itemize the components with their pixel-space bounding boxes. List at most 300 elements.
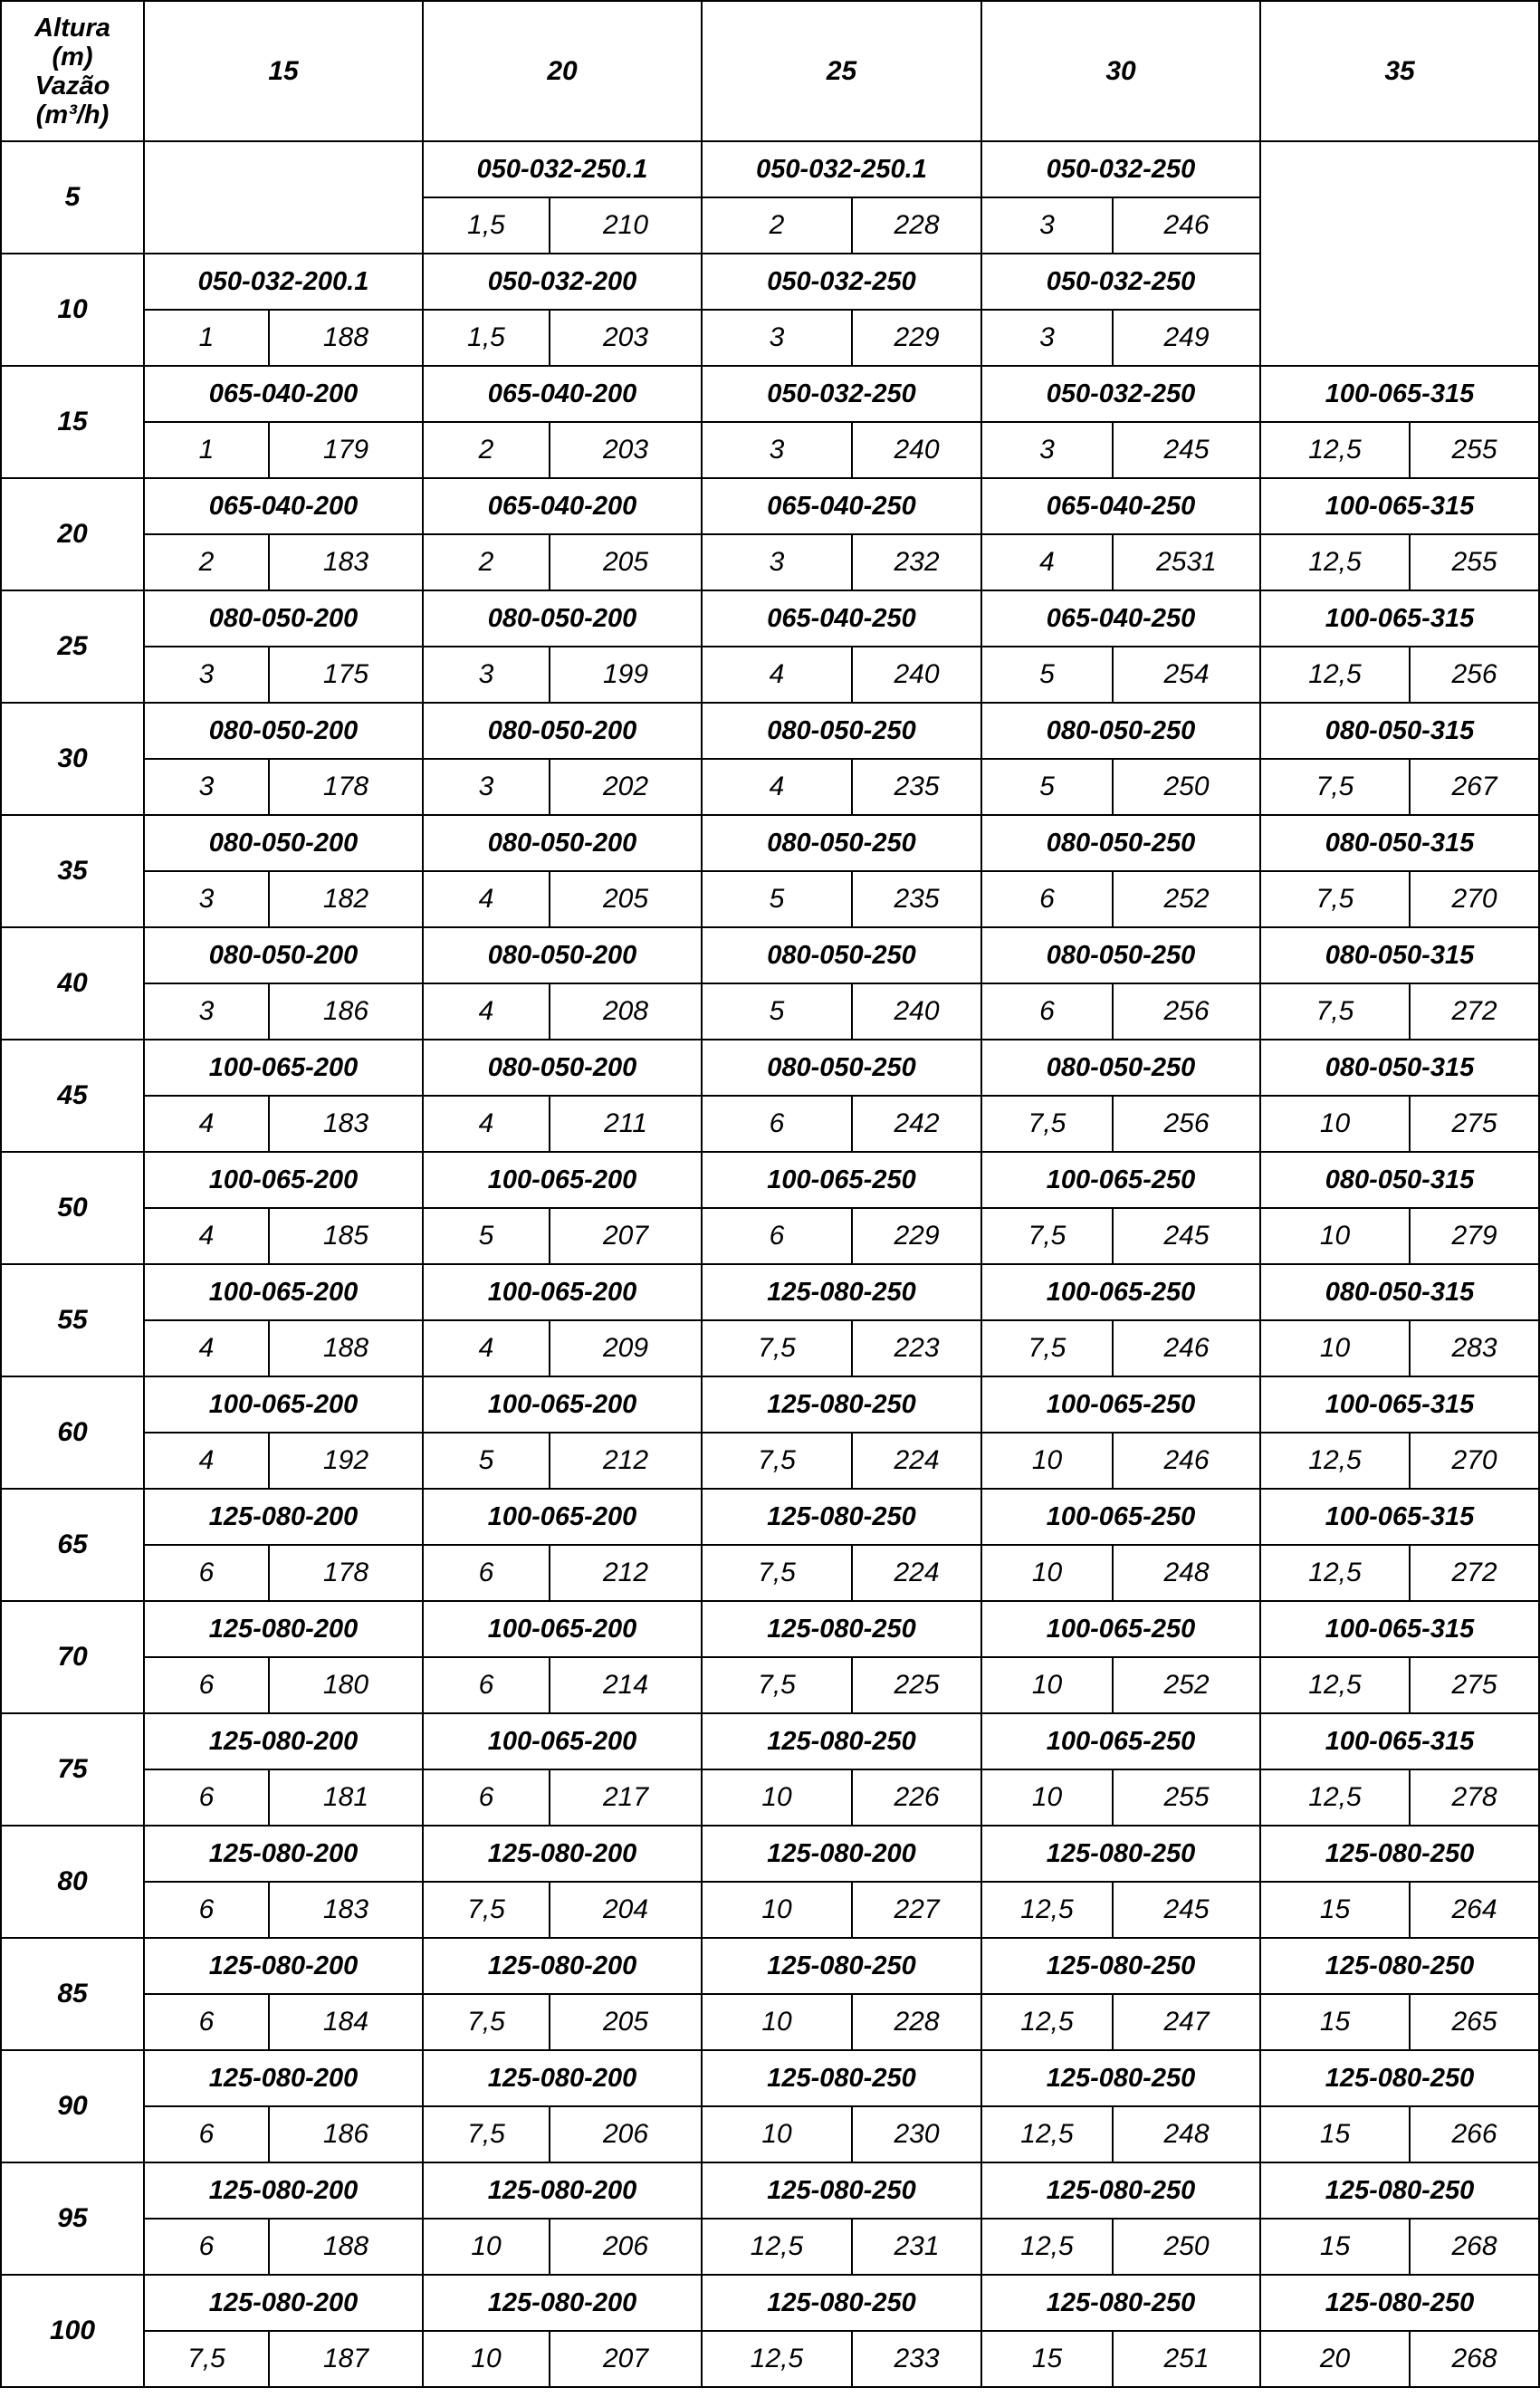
power-cell: 15: [981, 2331, 1113, 2387]
power-cell: 4: [423, 983, 550, 1040]
impeller-cell: 270: [1410, 871, 1539, 927]
pump-model-cell: 125-080-250: [702, 1264, 981, 1320]
power-cell: 2: [423, 534, 550, 590]
power-cell: 15: [1260, 1882, 1410, 1938]
flow-cell: 70: [1, 1601, 144, 1713]
impeller-cell: 183: [269, 534, 423, 590]
power-cell: 12,5: [1260, 1545, 1410, 1601]
power-cell: 10: [1260, 1096, 1410, 1152]
power-cell: 4: [702, 647, 852, 703]
power-cell: 7,5: [702, 1545, 852, 1601]
impeller-cell: 180: [269, 1657, 423, 1713]
pump-model-cell: 080-050-250: [702, 1040, 981, 1096]
pump-model-cell: 100-065-250: [702, 1152, 981, 1208]
impeller-cell: 225: [852, 1657, 981, 1713]
impeller-cell: 228: [852, 197, 981, 254]
flow-cell: 25: [1, 590, 144, 703]
power-cell: 6: [702, 1096, 852, 1152]
corner-header: [1, 1, 144, 141]
power-cell: 7,5: [702, 1657, 852, 1713]
impeller-cell: 188: [269, 1320, 423, 1376]
corner-line: Altura: [34, 13, 110, 43]
table-row: [1, 815, 1539, 871]
impeller-cell: 283: [1410, 1320, 1539, 1376]
table-row: [1, 1657, 1539, 1713]
pump-model-cell: 065-040-250: [981, 478, 1260, 534]
pump-model-cell: 065-040-200: [144, 478, 423, 534]
power-cell: 4: [144, 1208, 269, 1264]
power-cell: 10: [981, 1433, 1113, 1489]
table-row: [1, 534, 1539, 590]
impeller-cell: 205: [550, 1994, 702, 2050]
pump-model-cell: 100-065-200: [423, 1713, 702, 1769]
impeller-cell: 246: [1113, 1433, 1260, 1489]
impeller-cell: 210: [550, 197, 702, 254]
impeller-cell: 246: [1113, 1320, 1260, 1376]
pump-model-cell: 080-050-250: [702, 703, 981, 759]
impeller-cell: 212: [550, 1545, 702, 1601]
power-cell: 10: [702, 2106, 852, 2162]
pump-model-cell: 125-080-250: [981, 1826, 1260, 1882]
pump-model-cell: 050-032-250: [702, 366, 981, 422]
impeller-cell: 185: [269, 1208, 423, 1264]
pump-model-cell: 080-050-250: [981, 1040, 1260, 1096]
pump-model-cell: 125-080-200: [423, 2162, 702, 2219]
impeller-cell: 256: [1113, 1096, 1260, 1152]
pump-model-cell: 080-050-200: [423, 1040, 702, 1096]
table-row: [1, 1208, 1539, 1264]
pump-model-cell: 050-032-250: [702, 254, 981, 310]
power-cell: 4: [144, 1320, 269, 1376]
power-cell: 12,5: [1260, 534, 1410, 590]
pump-model-cell: 100-065-200: [423, 1376, 702, 1433]
flow-cell: 80: [1, 1826, 144, 1938]
impeller-cell: 252: [1113, 1657, 1260, 1713]
impeller-cell: 235: [852, 759, 981, 815]
power-cell: 15: [1260, 2219, 1410, 2275]
pump-model-cell: 080-050-250: [981, 927, 1260, 983]
power-cell: 6: [981, 983, 1113, 1040]
power-cell: 6: [423, 1769, 550, 1826]
power-cell: 6: [144, 2219, 269, 2275]
impeller-cell: 245: [1113, 422, 1260, 478]
pump-model-cell: 125-080-200: [423, 1826, 702, 1882]
impeller-cell: 228: [852, 1994, 981, 2050]
impeller-cell: 251: [1113, 2331, 1260, 2387]
header-row: [1, 1, 1539, 141]
power-cell: 2: [702, 197, 852, 254]
power-cell: 3: [981, 422, 1113, 478]
impeller-cell: 211: [550, 1096, 702, 1152]
impeller-cell: 186: [269, 2106, 423, 2162]
impeller-cell: 209: [550, 1320, 702, 1376]
impeller-cell: 230: [852, 2106, 981, 2162]
pump-model-cell: 125-080-250: [702, 1713, 981, 1769]
height-header: 35: [1260, 1, 1539, 141]
pump-model-cell: 080-050-315: [1260, 815, 1539, 871]
power-cell: 10: [702, 1994, 852, 2050]
table-row: [1, 1096, 1539, 1152]
power-cell: 7,5: [1260, 871, 1410, 927]
table-row: [1, 1433, 1539, 1489]
impeller-cell: 208: [550, 983, 702, 1040]
power-cell: 3: [144, 871, 269, 927]
impeller-cell: 265: [1410, 1994, 1539, 2050]
power-cell: 12,5: [981, 1994, 1113, 2050]
impeller-cell: 235: [852, 871, 981, 927]
flow-cell: 75: [1, 1713, 144, 1826]
power-cell: 6: [981, 871, 1113, 927]
pump-model-cell: 100-065-250: [981, 1713, 1260, 1769]
impeller-cell: 188: [269, 310, 423, 366]
power-cell: 10: [1260, 1208, 1410, 1264]
table-row: [1, 1264, 1539, 1320]
pump-model-cell: 100-065-250: [981, 1376, 1260, 1433]
pump-model-cell: 125-080-250: [981, 2050, 1260, 2106]
impeller-cell: 224: [852, 1545, 981, 1601]
pump-model-cell: 125-080-250: [702, 2275, 981, 2331]
pump-model-cell: 050-032-200.1: [144, 254, 423, 310]
corner-line: (m³/h): [35, 100, 110, 129]
pump-model-cell: 125-080-250: [702, 1938, 981, 1994]
impeller-cell: 183: [269, 1096, 423, 1152]
power-cell: 6: [144, 1657, 269, 1713]
impeller-cell: 267: [1410, 759, 1539, 815]
impeller-cell: 245: [1113, 1208, 1260, 1264]
flow-cell: 85: [1, 1938, 144, 2050]
power-cell: 7,5: [702, 1433, 852, 1489]
impeller-cell: 229: [852, 1208, 981, 1264]
impeller-cell: 272: [1410, 983, 1539, 1040]
flow-cell: 100: [1, 2275, 144, 2387]
table-row: [1, 2331, 1539, 2387]
power-cell: 10: [981, 1769, 1113, 1826]
pump-model-cell: 100-065-250: [981, 1489, 1260, 1545]
impeller-cell: 217: [550, 1769, 702, 1826]
impeller-cell: 255: [1410, 422, 1539, 478]
impeller-cell: 252: [1113, 871, 1260, 927]
power-cell: 7,5: [981, 1208, 1113, 1264]
pump-model-cell: 125-080-200: [144, 1826, 423, 1882]
power-cell: 12,5: [1260, 1657, 1410, 1713]
flow-cell: 10: [1, 254, 144, 366]
pump-model-cell: 050-032-250.1: [423, 141, 702, 197]
power-cell: 10: [423, 2331, 550, 2387]
height-header: 20: [423, 1, 702, 141]
flow-cell: 40: [1, 927, 144, 1040]
impeller-cell: 248: [1113, 1545, 1260, 1601]
pump-model-cell: 100-065-200: [144, 1040, 423, 1096]
pump-model-cell: 080-050-315: [1260, 927, 1539, 983]
pump-model-cell: 125-080-200: [702, 1826, 981, 1882]
power-cell: 4: [981, 534, 1113, 590]
impeller-cell: 226: [852, 1769, 981, 1826]
empty-cell: [144, 141, 423, 254]
impeller-cell: 246: [1113, 197, 1260, 254]
pump-model-cell: 125-080-250: [702, 2162, 981, 2219]
impeller-cell: 188: [269, 2219, 423, 2275]
flow-cell: 15: [1, 366, 144, 478]
power-cell: 7,5: [981, 1320, 1113, 1376]
power-cell: 5: [981, 647, 1113, 703]
impeller-cell: 272: [1410, 1545, 1539, 1601]
pump-model-cell: 100-065-315: [1260, 366, 1539, 422]
impeller-cell: 240: [852, 647, 981, 703]
table-row: [1, 141, 1539, 197]
power-cell: 2: [144, 534, 269, 590]
pump-model-cell: 080-050-315: [1260, 703, 1539, 759]
impeller-cell: 178: [269, 759, 423, 815]
table-row: [1, 1994, 1539, 2050]
table-row: [1, 1545, 1539, 1601]
power-cell: 5: [702, 983, 852, 1040]
pump-model-cell: 100-065-315: [1260, 1376, 1539, 1433]
pump-model-cell: 080-050-315: [1260, 1264, 1539, 1320]
flow-cell: 55: [1, 1264, 144, 1376]
power-cell: 3: [702, 534, 852, 590]
power-cell: 3: [981, 310, 1113, 366]
pump-model-cell: 100-065-200: [423, 1152, 702, 1208]
impeller-cell: 264: [1410, 1882, 1539, 1938]
pump-model-cell: 125-080-250: [702, 1376, 981, 1433]
power-cell: 7,5: [144, 2331, 269, 2387]
power-cell: 12,5: [1260, 422, 1410, 478]
pump-model-cell: 080-050-250: [981, 815, 1260, 871]
table-row: [1, 1376, 1539, 1433]
table-row: [1, 1769, 1539, 1826]
pump-model-cell: 065-040-200: [423, 366, 702, 422]
impeller-cell: 254: [1113, 647, 1260, 703]
power-cell: 7,5: [423, 1882, 550, 1938]
power-cell: 4: [423, 1096, 550, 1152]
pump-model-cell: 125-080-200: [144, 1938, 423, 1994]
impeller-cell: 249: [1113, 310, 1260, 366]
pump-model-cell: 125-080-200: [423, 2050, 702, 2106]
corner-line: Vazão: [34, 71, 110, 101]
table-row: [1, 1713, 1539, 1769]
power-cell: 5: [702, 871, 852, 927]
impeller-cell: 256: [1113, 983, 1260, 1040]
flow-cell: 20: [1, 478, 144, 590]
impeller-cell: 268: [1410, 2219, 1539, 2275]
impeller-cell: 240: [852, 422, 981, 478]
pump-model-cell: 050-032-250: [981, 141, 1260, 197]
table-body: [1, 141, 1539, 2387]
pump-model-cell: 100-065-250: [981, 1264, 1260, 1320]
impeller-cell: 212: [550, 1433, 702, 1489]
impeller-cell: 275: [1410, 1096, 1539, 1152]
pump-model-cell: 125-080-200: [144, 1489, 423, 1545]
pump-model-cell: 125-080-200: [144, 2162, 423, 2219]
impeller-cell: 231: [852, 2219, 981, 2275]
impeller-cell: 227: [852, 1882, 981, 1938]
pump-model-cell: 125-080-200: [144, 1713, 423, 1769]
pump-model-cell: 080-050-200: [423, 590, 702, 647]
power-cell: 7,5: [423, 1994, 550, 2050]
table-row: [1, 703, 1539, 759]
pump-model-cell: 065-040-250: [702, 478, 981, 534]
power-cell: 3: [144, 647, 269, 703]
pump-model-cell: 125-080-250: [981, 1938, 1260, 1994]
pump-model-cell: 125-080-250: [702, 1601, 981, 1657]
flow-cell: 95: [1, 2162, 144, 2275]
impeller-cell: 255: [1113, 1769, 1260, 1826]
pump-model-cell: 100-065-250: [981, 1601, 1260, 1657]
pump-model-cell: 100-065-315: [1260, 1601, 1539, 1657]
impeller-cell: 207: [550, 2331, 702, 2387]
impeller-cell: 270: [1410, 1433, 1539, 1489]
power-cell: 6: [144, 1994, 269, 2050]
pump-model-cell: 100-065-200: [423, 1489, 702, 1545]
impeller-cell: 182: [269, 871, 423, 927]
power-cell: 3: [423, 759, 550, 815]
power-cell: 1,5: [423, 310, 550, 366]
power-cell: 12,5: [981, 2106, 1113, 2162]
table-row: [1, 647, 1539, 703]
flow-cell: 65: [1, 1489, 144, 1601]
pump-model-cell: 080-050-200: [144, 703, 423, 759]
power-cell: 12,5: [1260, 647, 1410, 703]
pump-model-cell: 125-080-250: [1260, 2162, 1539, 2219]
pump-model-cell: 100-065-200: [423, 1264, 702, 1320]
power-cell: 1: [144, 310, 269, 366]
impeller-cell: 181: [269, 1769, 423, 1826]
flow-cell: 30: [1, 703, 144, 815]
pump-model-cell: 100-065-200: [144, 1264, 423, 1320]
pump-model-cell: 065-040-200: [423, 478, 702, 534]
pump-model-cell: 080-050-315: [1260, 1040, 1539, 1096]
pump-model-cell: 100-065-315: [1260, 1489, 1539, 1545]
power-cell: 5: [423, 1433, 550, 1489]
flow-cell: 35: [1, 815, 144, 927]
impeller-cell: 203: [550, 422, 702, 478]
impeller-cell: 256: [1410, 647, 1539, 703]
pump-model-cell: 050-032-200: [423, 254, 702, 310]
power-cell: 7,5: [702, 1320, 852, 1376]
pump-model-cell: 125-080-200: [423, 1938, 702, 1994]
height-header: 25: [702, 1, 981, 141]
impeller-cell: 250: [1113, 2219, 1260, 2275]
power-cell: 10: [702, 1769, 852, 1826]
power-cell: 1,5: [423, 197, 550, 254]
impeller-cell: 203: [550, 310, 702, 366]
flow-cell: 90: [1, 2050, 144, 2162]
impeller-cell: 204: [550, 1882, 702, 1938]
table-row: [1, 422, 1539, 478]
power-cell: 5: [423, 1208, 550, 1264]
pump-model-cell: 080-050-250: [981, 703, 1260, 759]
power-cell: 10: [1260, 1320, 1410, 1376]
impeller-cell: 214: [550, 1657, 702, 1713]
table-row: [1, 2050, 1539, 2106]
power-cell: 3: [423, 647, 550, 703]
power-cell: 12,5: [981, 2219, 1113, 2275]
impeller-cell: 186: [269, 983, 423, 1040]
height-header: 15: [144, 1, 423, 141]
impeller-cell: 245: [1113, 1882, 1260, 1938]
impeller-cell: 184: [269, 1994, 423, 2050]
empty-cell: [1260, 141, 1539, 366]
power-cell: 6: [423, 1545, 550, 1601]
power-cell: 3: [702, 310, 852, 366]
flow-cell: 60: [1, 1376, 144, 1489]
pump-model-cell: 125-080-250: [1260, 2050, 1539, 2106]
power-cell: 1: [144, 422, 269, 478]
pump-model-cell: 125-080-250: [981, 2275, 1260, 2331]
pump-model-cell: 080-050-250: [702, 815, 981, 871]
impeller-cell: 232: [852, 534, 981, 590]
pump-model-cell: 125-080-200: [144, 1601, 423, 1657]
impeller-cell: 2531: [1113, 534, 1260, 590]
pump-model-cell: 080-050-250: [702, 927, 981, 983]
table-row: [1, 2275, 1539, 2331]
pump-model-cell: 100-065-315: [1260, 590, 1539, 647]
table-row: [1, 1826, 1539, 1882]
impeller-cell: 233: [852, 2331, 981, 2387]
impeller-cell: 255: [1410, 534, 1539, 590]
power-cell: 20: [1260, 2331, 1410, 2387]
pump-model-cell: 125-080-250: [702, 1489, 981, 1545]
pump-model-cell: 100-065-200: [423, 1601, 702, 1657]
impeller-cell: 268: [1410, 2331, 1539, 2387]
table-row: [1, 2162, 1539, 2219]
impeller-cell: 240: [852, 983, 981, 1040]
pump-model-cell: 125-080-200: [144, 2275, 423, 2331]
flow-cell: 45: [1, 1040, 144, 1152]
power-cell: 12,5: [1260, 1769, 1410, 1826]
pump-model-cell: 065-040-200: [144, 366, 423, 422]
power-cell: 4: [702, 759, 852, 815]
power-cell: 15: [1260, 2106, 1410, 2162]
impeller-cell: 178: [269, 1545, 423, 1601]
impeller-cell: 202: [550, 759, 702, 815]
impeller-cell: 242: [852, 1096, 981, 1152]
pump-model-cell: 125-080-250: [1260, 2275, 1539, 2331]
power-cell: 4: [144, 1433, 269, 1489]
power-cell: 7,5: [981, 1096, 1113, 1152]
table-row: [1, 983, 1539, 1040]
impeller-cell: 223: [852, 1320, 981, 1376]
table-row: [1, 1152, 1539, 1208]
table-row: [1, 366, 1539, 422]
power-cell: 5: [981, 759, 1113, 815]
power-cell: 4: [423, 871, 550, 927]
pump-model-cell: 100-065-315: [1260, 1713, 1539, 1769]
power-cell: 6: [144, 2106, 269, 2162]
impeller-cell: 278: [1410, 1769, 1539, 1826]
table-row: [1, 1601, 1539, 1657]
flow-cell: 50: [1, 1152, 144, 1264]
pump-model-cell: 100-065-315: [1260, 478, 1539, 534]
impeller-cell: 279: [1410, 1208, 1539, 1264]
power-cell: 10: [702, 1882, 852, 1938]
power-cell: 7,5: [1260, 983, 1410, 1040]
pump-model-cell: 125-080-250: [1260, 1826, 1539, 1882]
table-row: [1, 1320, 1539, 1376]
impeller-cell: 248: [1113, 2106, 1260, 2162]
corner-line: (m): [52, 42, 93, 72]
power-cell: 3: [702, 422, 852, 478]
power-cell: 3: [144, 983, 269, 1040]
pump-model-cell: 080-050-200: [423, 815, 702, 871]
table-row: [1, 1882, 1539, 1938]
table-row: [1, 1040, 1539, 1096]
pump-model-cell: 080-050-200: [423, 703, 702, 759]
power-cell: 2: [423, 422, 550, 478]
impeller-cell: 199: [550, 647, 702, 703]
table-row: [1, 2219, 1539, 2275]
impeller-cell: 250: [1113, 759, 1260, 815]
